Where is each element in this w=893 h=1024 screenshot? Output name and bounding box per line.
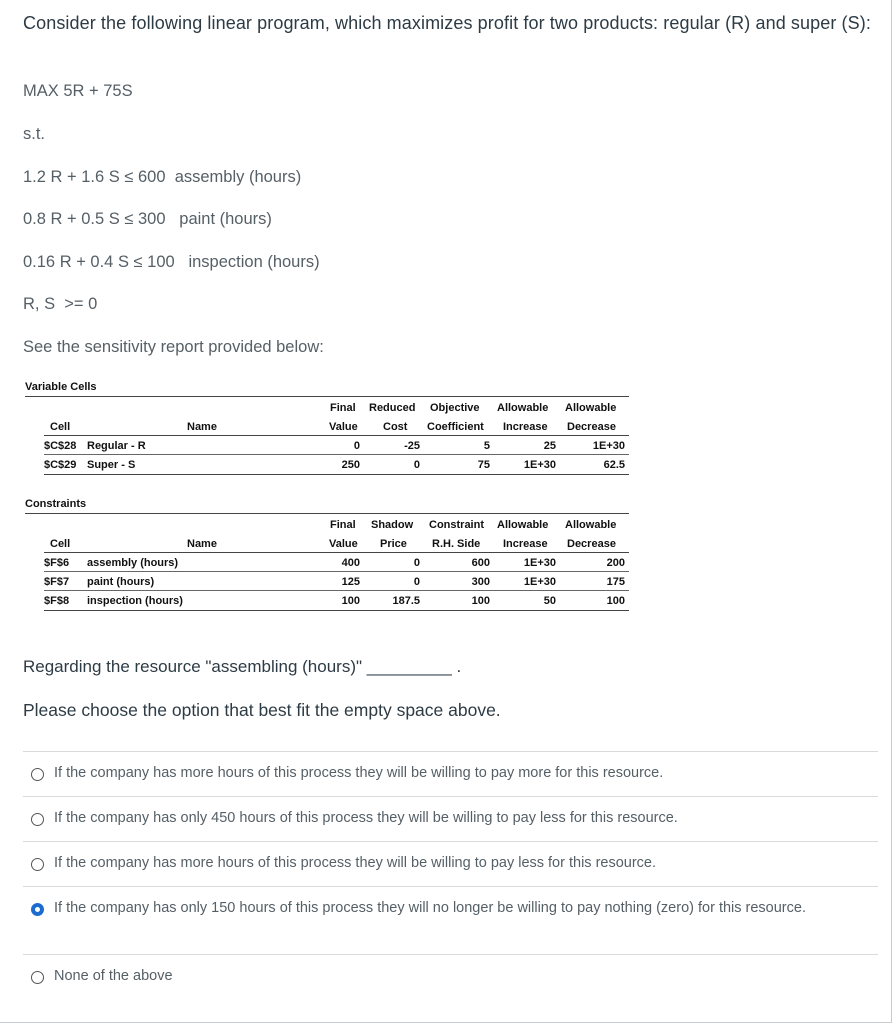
question-stem: Regarding the resource "assembling (hours)" _________ . xyxy=(23,657,462,676)
answer-option-text: If the company has more hours of this process they will be willing to pay less for this resource. xyxy=(54,855,657,871)
header-increase: Increase xyxy=(503,421,548,433)
header-name: Name xyxy=(187,538,217,550)
table-cell-inc: 25 xyxy=(543,440,556,452)
header-coefficient: Coefficient xyxy=(427,421,484,433)
see-report-text: See the sensitivity report provided below: xyxy=(23,338,324,356)
header-value: Value xyxy=(329,538,358,550)
table-cell-inc: 1E+30 xyxy=(523,459,556,471)
table-cell-inc: 1E+30 xyxy=(523,557,556,569)
table-cell-price: 0 xyxy=(413,576,420,588)
table-cell-final: 400 xyxy=(341,557,360,569)
variable-cells-title: Variable Cells xyxy=(25,381,97,393)
table-rule xyxy=(44,435,629,436)
table-cell-ref: $F$8 xyxy=(44,595,70,607)
header-allowable-inc: Allowable xyxy=(497,519,549,531)
radio-button[interactable] xyxy=(31,813,44,826)
table-cell-rhs: 300 xyxy=(471,576,490,588)
radio-button[interactable] xyxy=(31,971,44,984)
table-cell-dec: 200 xyxy=(606,557,625,569)
table-cell-ref: $F$6 xyxy=(44,557,70,569)
table-rule xyxy=(25,396,629,397)
table-cell-rhs: 600 xyxy=(471,557,490,569)
table-cell-ref: $C$28 xyxy=(44,440,77,452)
table-rule xyxy=(44,590,629,591)
question-instruction: Please choose the option that best fit the empty space above. xyxy=(23,700,501,720)
table-cell-coef: 75 xyxy=(477,459,490,471)
table-cell-inc: 50 xyxy=(543,595,556,607)
header-increase: Increase xyxy=(503,538,548,550)
table-cell-final: 125 xyxy=(341,576,360,588)
table-rule xyxy=(44,454,629,455)
header-shadow: Shadow xyxy=(371,519,414,531)
header-constraint: Constraint xyxy=(429,519,484,531)
header-final: Final xyxy=(330,402,356,414)
table-rule xyxy=(44,610,629,611)
answer-option-2[interactable] xyxy=(23,796,878,842)
table-rule xyxy=(44,474,629,475)
radio-button-selected[interactable] xyxy=(31,903,44,916)
table-cell-coef: 5 xyxy=(483,440,490,452)
radio-button[interactable] xyxy=(31,858,44,871)
header-allowable-dec: Allowable xyxy=(565,519,617,531)
table-cell-name: inspection (hours) xyxy=(87,595,183,607)
table-cell-reduced: 0 xyxy=(413,459,420,471)
table-cell-final: 0 xyxy=(353,440,360,452)
header-decrease: Decrease xyxy=(567,421,616,433)
subject-to-label: s.t. xyxy=(23,125,46,143)
answer-option-4[interactable] xyxy=(23,886,878,955)
table-cell-dec: 62.5 xyxy=(603,459,625,471)
answer-option-text: If the company has only 450 hours of this process they will be willing to pay less for this resource. xyxy=(54,810,678,826)
answer-option-text: None of the above xyxy=(54,968,173,984)
table-cell-name: Super - S xyxy=(87,459,136,471)
header-rhs: R.H. Side xyxy=(432,538,481,550)
answer-option-text: If the company has only 150 hours of this process they will no longer be willing to pay nothing (zero) for this resource. xyxy=(54,900,806,916)
table-cell-inc: 1E+30 xyxy=(523,576,556,588)
table-rule xyxy=(44,552,629,553)
table-cell-name: assembly (hours) xyxy=(87,557,179,569)
constraints-title: Constraints xyxy=(25,498,87,510)
header-final: Final xyxy=(330,519,356,531)
table-cell-name: Regular - R xyxy=(87,440,146,452)
header-objective: Objective xyxy=(430,402,480,414)
header-name: Name xyxy=(187,421,217,433)
header-price: Price xyxy=(380,538,407,550)
table-rule xyxy=(25,513,629,514)
header-cost: Cost xyxy=(383,421,408,433)
table-cell-price: 0 xyxy=(413,557,420,569)
constraint-paint: 0.8 R + 0.5 S ≤ 300 paint (hours) xyxy=(23,210,272,228)
header-reduced: Reduced xyxy=(369,402,416,414)
table-cell-dec: 100 xyxy=(606,595,625,607)
header-value: Value xyxy=(329,421,358,433)
table-cell-ref: $C$29 xyxy=(44,459,77,471)
table-cell-price: 187.5 xyxy=(392,595,420,607)
header-allowable-inc: Allowable xyxy=(497,402,549,414)
radio-button[interactable] xyxy=(31,768,44,781)
table-cell-dec: 175 xyxy=(606,576,625,588)
header-decrease: Decrease xyxy=(567,538,616,550)
table-cell-reduced: -25 xyxy=(404,440,420,452)
constraint-assembly: 1.2 R + 1.6 S ≤ 600 assembly (hours) xyxy=(23,168,302,186)
header-allowable-dec: Allowable xyxy=(565,402,617,414)
answer-option-3[interactable] xyxy=(23,841,878,887)
constraint-inspection: 0.16 R + 0.4 S ≤ 100 inspection (hours) xyxy=(23,253,320,271)
table-cell-final: 100 xyxy=(341,595,360,607)
table-cell-rhs: 100 xyxy=(471,595,490,607)
table-cell-ref: $F$7 xyxy=(44,576,70,588)
table-cell-final: 250 xyxy=(341,459,360,471)
answer-option-1[interactable] xyxy=(23,751,878,797)
table-rule xyxy=(44,571,629,572)
answer-option-5[interactable] xyxy=(23,954,878,1000)
objective-function: MAX 5R + 75S xyxy=(23,82,133,100)
table-cell-name: paint (hours) xyxy=(87,576,155,588)
header-cell: Cell xyxy=(50,421,71,433)
constraint-nonnegativity: R, S >= 0 xyxy=(23,295,98,313)
table-cell-dec: 1E+30 xyxy=(592,440,625,452)
header-cell: Cell xyxy=(50,538,71,550)
answer-option-text: If the company has more hours of this process they will be willing to pay more for this resource. xyxy=(54,765,664,781)
question-intro: Consider the following linear program, which maximizes profit for two products: regular (R) and super (S): xyxy=(23,13,871,33)
